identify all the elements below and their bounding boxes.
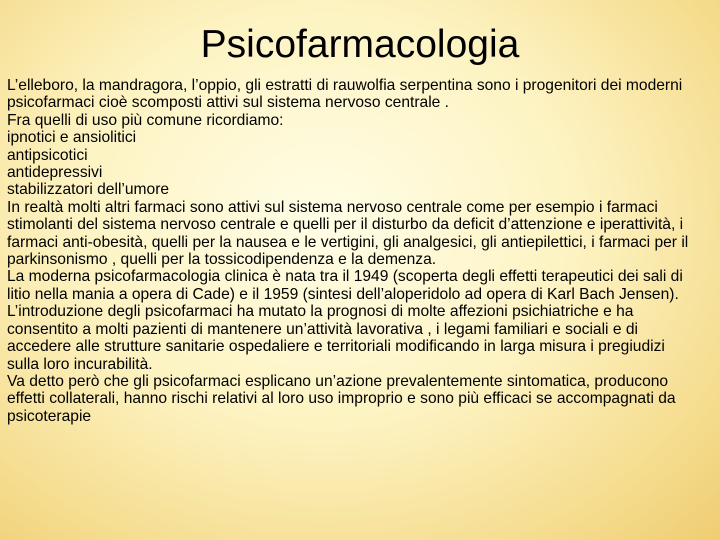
paragraph-progenitori: L’elleboro, la mandragora, l’oppio, gli estratti di rauwolfia serpentina sono i progenitori dei moderni psicofarmaci cioè scomposti attivi sul sistema nervoso centrale . [7, 77, 683, 112]
list-item-stabilizzatori: stabilizzatori dell’umore [7, 181, 170, 199]
slide-body [7, 77, 697, 425]
list-item-antipsicotici: antipsicotici [7, 146, 88, 164]
paragraph-uso-comune: Fra quelli di uso più comune ricordiamo: [7, 111, 284, 129]
paragraph-introduzione: L’introduzione degli psicofarmaci ha mutato la prognosi di molte affezioni psichiatriche e ha consentito a molti pazienti di mantenere un’attività lavorativa , i legami familiari e sociali e di accedere alle strutture sanitarie ospedaliere e territoriali modificando in larga misura i pregiudizi sulla loro incurabilità. [7, 303, 665, 373]
slide-title: Psicofarmacologia [200, 23, 520, 66]
list-item-antidepressivi: antidepressivi [7, 164, 103, 182]
paragraph-conclusione: Va detto però che gli psicofarmaci esplicano un’azione prevalentemente sintomatica, producono effetti collaterali, hanno rischi relativi al loro uso improprio e sono più efficaci se accompagnati da psicoterapie [7, 372, 676, 425]
paragraph-storia: La moderna psicofarmacologia clinica è nata tra il 1949 (scoperta degli effetti terapeutici dei sali di litio nella mania a opera di Cade) e il 1959 (sintesi dell’aloperidolo ad opera di Karl Bach Jensen). [7, 268, 683, 303]
list-item-ipnotici: ipnotici e ansiolitici [7, 129, 137, 147]
paragraph-altri-farmaci: In realtà molti altri farmaci sono attivi sul sistema nervoso centrale come per esempio i farmaci stimolanti del sistema nervoso centrale e quelli per il disturbo da deficit d’attenzione e iperattività, i farmaci anti-obesità, quelli per la nausea e le vertigini, gli analgesici, gli antiepilettici, i farmaci per il parkinsonismo , quelli per la tossicodipendenza e la demenza. [7, 198, 689, 269]
